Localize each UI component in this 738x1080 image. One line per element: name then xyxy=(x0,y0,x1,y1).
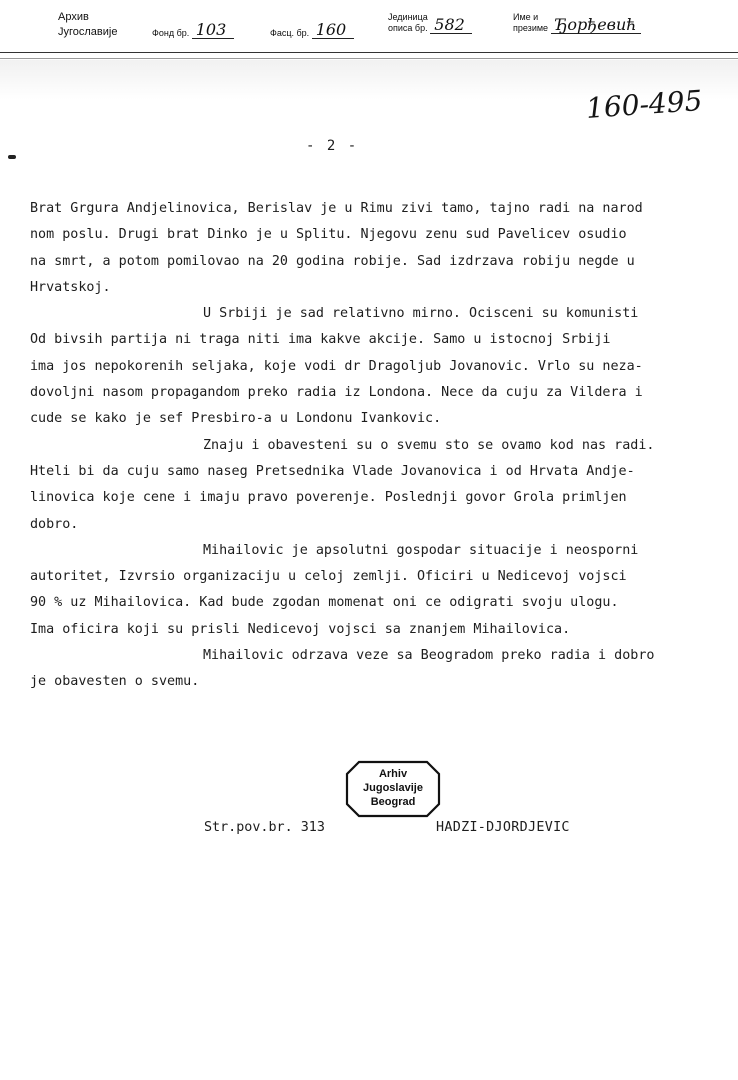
fond-label: Фонд бр. xyxy=(152,28,190,38)
unit-label xyxy=(388,12,428,34)
unit-field xyxy=(388,12,472,34)
archive-name-line2: Југославије xyxy=(58,26,118,38)
name-field xyxy=(513,12,641,34)
archive-name xyxy=(58,10,117,40)
name-label xyxy=(513,12,548,34)
name-label-line1: Име и xyxy=(513,12,539,22)
stamp-line2: Jugoslavije xyxy=(363,782,423,794)
stamp-line3: Beograd xyxy=(370,796,416,808)
reference-number: Str.pov.br. 313 xyxy=(204,820,325,835)
stamp-line1: Arhiv xyxy=(378,768,408,780)
unit-label-line1: Јединица xyxy=(388,12,428,22)
paragraph-3: Znaju i obavesteni su o svemu sto se ovamo kod nas radi. Hteli bi da cuju samo naseg Pretsednika Vlade Jovanovica i od Hrvata Andje- linovica koje cene i imaju pravo poverenje. Poslednji govor Grola primljen dobro. xyxy=(30,437,655,532)
paragraph-1: Brat Grgura Andjelinovica, Berislav je u Rimu zivi tamo, tajno radi na narod nom poslu. Drugi brat Dinko je u Splitu. Njegovu zenu sud Pavelicev osudio na smrt, a potom pomilovao na 20 godina robije. Sad izdrzava robiju negde u Hrvatskoj. xyxy=(30,201,643,295)
fond-field xyxy=(152,22,234,39)
paragraph-2: U Srbiji je sad relativno mirno. Ocisceni su komunisti Od bivsih partija ni traga niti ima kakve akcije. Samo u istocnoj Srbiji ima jos nepokorenih seljaka, koje vodi dr Dragoljub Jovanovic. Vrlo su neza- dovoljni nasom propagandom preko radia iz Londona. Nece da cuju za Vildera i cude se kako je sef Presbiro-a u Londonu Ivankovic. xyxy=(30,306,643,427)
handwritten-reference: 160-495 xyxy=(584,83,704,126)
unit-value: 582 xyxy=(430,17,472,34)
fascicle-field xyxy=(270,22,354,39)
page-number: - 2 - xyxy=(306,138,359,154)
document-body xyxy=(30,196,730,696)
archive-stamp xyxy=(345,760,441,818)
paragraph-4: Mihailovic je apsolutni gospodar situacije i neosporni autoritet, Izvrsio organizaciju u celoj zemlji. Oficiri u Nedicevoj vojsci 90 % uz Mihailovica. Kad bude zgodan momenat oni ce odigrati svoju ulogu. Ima oficira koji su prisli Nedicevoj vojsci sa znanjem Mihailovica. xyxy=(30,542,639,637)
unit-label-line2: описа бр. xyxy=(388,23,428,33)
fascicle-label: Фасц. бр. xyxy=(270,28,310,38)
archive-name-line1: Архив xyxy=(58,11,89,23)
archive-header-stamp xyxy=(0,0,738,53)
paragraph-5: Mihailovic odrzava veze sa Beogradom preko radia i dobro je obavesten o svemu. xyxy=(30,648,655,690)
name-label-line2: презиме xyxy=(513,23,549,33)
header-divider xyxy=(0,58,738,59)
fond-value: 103 xyxy=(192,22,234,39)
fascicle-value: 160 xyxy=(312,22,354,39)
name-value: Ђорђевић xyxy=(551,17,641,34)
margin-mark xyxy=(8,155,16,159)
signature: HADZI-DJORDJEVIC xyxy=(436,820,570,835)
